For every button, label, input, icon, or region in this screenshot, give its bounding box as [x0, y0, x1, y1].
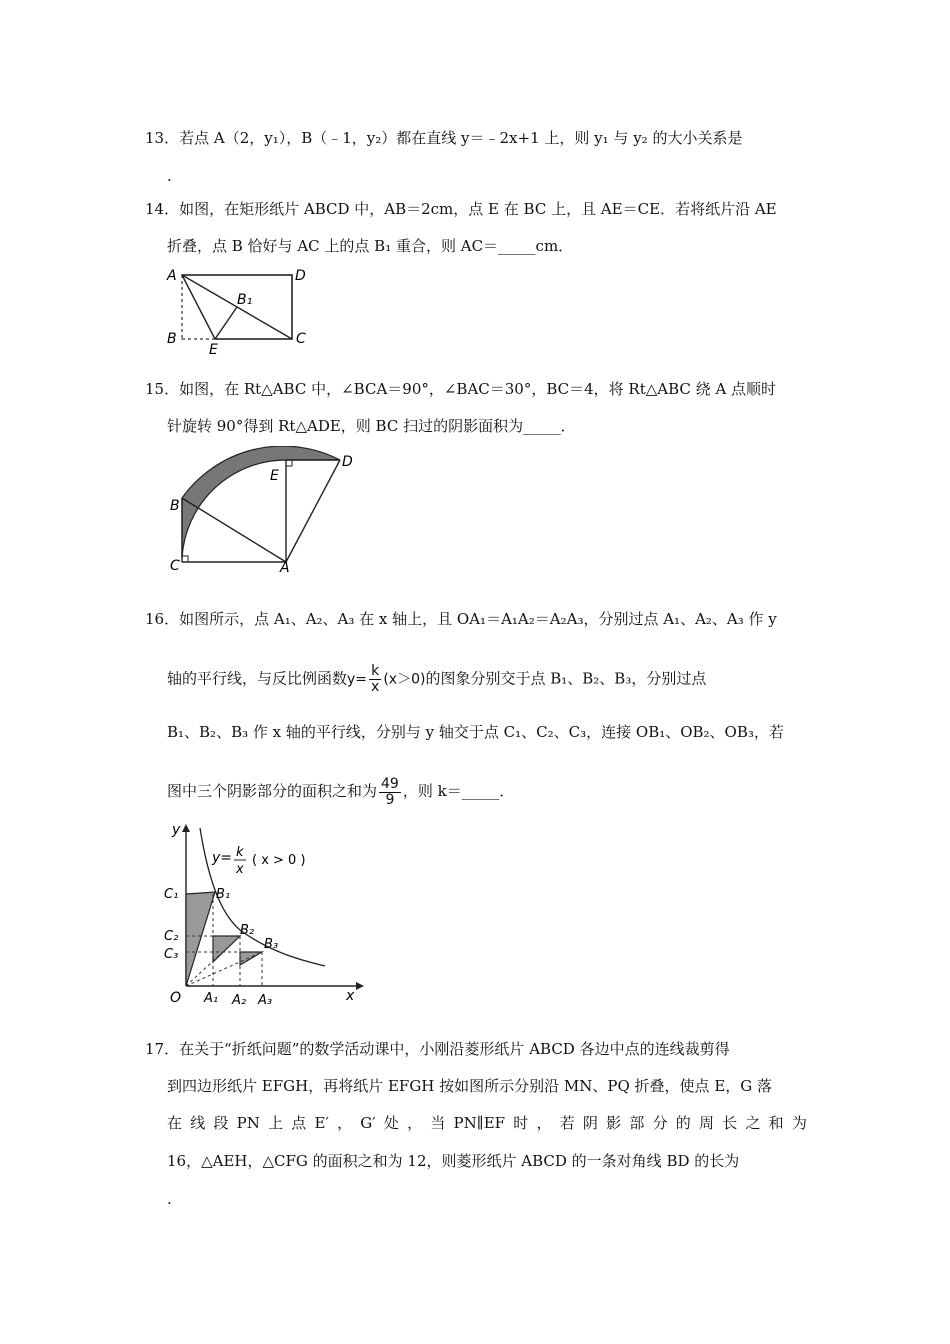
q16-func-label-cond: ( x > 0 ): [252, 853, 306, 868]
q17-line3-part: 的: [675, 1114, 691, 1132]
q16-area-num: 49: [381, 775, 399, 792]
q17-line3-part: 影: [606, 1114, 622, 1132]
q16-func-fraction: [369, 664, 381, 695]
q16-x-arrow: [356, 982, 364, 990]
q16-label-a2: A₂: [232, 993, 247, 1008]
q16-func-y: y=: [347, 671, 368, 688]
q16-area-den: 9: [385, 791, 395, 808]
q16-line2-post: 的图象分别交于点 B₁、B₂、B₃，分别过点: [425, 669, 707, 688]
q17-line2: 到四边形纸片 EFGH，再将纸片 EFGH 按如图所示分别沿 MN、PQ 折叠，使点 E，G 落: [167, 1077, 773, 1095]
q17-line3-part: 之: [745, 1114, 761, 1132]
q14-label-e: E: [209, 342, 218, 357]
q16-func-num: k: [369, 664, 381, 680]
q14-eb1-line: [215, 307, 237, 339]
q16-func-label: y=: [212, 850, 233, 866]
q17-line3-part: 段: [213, 1114, 229, 1132]
q17-line3-part: E′: [314, 1114, 329, 1132]
q16-label-a3: A₃: [258, 993, 273, 1008]
q16-func-label-k: k: [236, 845, 244, 860]
q16-func-den: x: [371, 679, 380, 695]
q17-line3-part: 在: [167, 1114, 183, 1132]
q15-line1: 15．如图，在 Rt△ABC 中，∠BCA＝90°，∠BAC＝30°，BC＝4，将 Rt△ABC 绕 A 点顺时: [145, 380, 777, 398]
q17-line3: [167, 1112, 807, 1134]
q17-line3-part: G′: [360, 1114, 376, 1132]
q16-label-o: O: [170, 990, 182, 1006]
q17-line3-part: 周: [699, 1114, 715, 1132]
q17-line3-part: 处: [383, 1114, 399, 1132]
q15-label-e: E: [270, 468, 279, 484]
q16-line2: [167, 664, 706, 695]
q17-line3-part: ，: [536, 1114, 552, 1132]
q17-line3-part: 线: [190, 1114, 206, 1132]
q15-ad-line: [286, 460, 340, 562]
q17-line3-part: 点: [291, 1114, 307, 1132]
q17-line5: .: [167, 1190, 172, 1208]
q17-line3-part: 为: [791, 1114, 807, 1132]
q16-label-a1: A₁: [204, 991, 219, 1006]
q16-label-b2: B₂: [240, 923, 255, 938]
q16-line1: 16．如图所示，点 A₁、A₂、A₃ 在 x 轴上，且 OA₁＝A₁A₂＝A₂A₃，分别过点 A₁、A₂、A₃ 作 y: [145, 610, 777, 628]
q13-line1: 13．若点 A（2，y₁），B（﹣1，y₂）都在直线 y＝﹣2x+1 上，则 y₁ 与 y₂ 的大小关系是: [145, 129, 743, 147]
q17-line3-part: ，: [407, 1114, 423, 1132]
q16-label-b3: B₃: [264, 937, 279, 952]
q17-line3-part: ，: [337, 1114, 353, 1132]
q17-line3-part: 上: [268, 1114, 284, 1132]
q17-line3-part: PN∥EF: [453, 1114, 506, 1132]
q14-label-d: D: [295, 268, 306, 284]
q17-line3-part: 若: [559, 1114, 575, 1132]
q15-right-angle-c: [182, 556, 188, 562]
q15-ab-line: [182, 498, 286, 562]
q13-line2: .: [167, 167, 172, 185]
q15-line2: 针旋转 90°得到 Rt△ADE，则 BC 扫过的阴影面积为_____．: [167, 417, 576, 435]
q16-label-x: x: [346, 988, 355, 1004]
q17-line3-part: 部: [629, 1114, 645, 1132]
q16-y-arrow: [182, 824, 190, 832]
q14-label-c: C: [296, 331, 306, 347]
q14-line2: 折叠，点 B 恰好与 AC 上的点 B₁ 重合，则 AC＝_____cm．: [167, 237, 574, 255]
q17-line3-part: 长: [722, 1114, 738, 1132]
q15-label-d: D: [342, 454, 353, 470]
q16-line4-pre: 图中三个阴影部分的面积之和为: [167, 782, 378, 800]
q16-line4-post: ，则 k＝_____．: [402, 782, 515, 800]
q14-label-b1: B₁: [237, 292, 253, 308]
q15-right-angle-e: [286, 460, 292, 466]
q16-label-c1: C₁: [164, 887, 179, 902]
q17-line3-part: 时: [513, 1114, 529, 1132]
q14-figure: [160, 262, 320, 357]
q17-line1: 17．在关于“折纸问题”的数学活动课中，小刚沿菱形纸片 ABCD 各边中点的连线裁剪得: [145, 1040, 730, 1058]
q15-label-a: A: [280, 560, 290, 576]
q16-figure: [160, 818, 365, 1010]
q16-func-cond: (x＞0): [383, 671, 426, 688]
q15-label-b: B: [170, 498, 180, 514]
q16-line4: [167, 776, 514, 808]
q17-line3-part: 当: [430, 1114, 446, 1132]
q17-line3-part: 分: [652, 1114, 668, 1132]
q16-line2-pre: 轴的平行线，与反比例函数: [167, 669, 348, 688]
q14-label-b: B: [167, 331, 177, 347]
q15-shaded-region: [182, 446, 340, 558]
q16-line3: B₁、B₂、B₃ 作 x 轴的平行线，分别与 y 轴交于点 C₁、C₂、C₃，连接 OB₁、OB₂、OB₃，若: [167, 723, 784, 741]
q17-line4: 16，△AEH，△CFG 的面积之和为 12，则菱形纸片 ABCD 的一条对角线 BD 的长为: [167, 1152, 740, 1170]
q17-line3-part: PN: [236, 1114, 260, 1132]
q15-label-c: C: [170, 558, 180, 574]
q16-label-c2: C₂: [164, 929, 179, 944]
q17-line3-part: 和: [768, 1114, 784, 1132]
q16-area-fraction: [379, 777, 401, 808]
q16-label-y: y: [172, 822, 181, 838]
q16-label-b1: B₁: [216, 887, 231, 902]
q14-label-a: A: [167, 268, 177, 284]
q17-line3-part: 阴: [582, 1114, 598, 1132]
q16-label-c3: C₃: [164, 947, 179, 962]
q15-figure: [162, 446, 362, 576]
q14-line1: 14．如图，在矩形纸片 ABCD 中，AB＝2cm，点 E 在 BC 上，且 AE＝CE．若将纸片沿 AE: [145, 200, 777, 218]
q16-func-label-x: x: [236, 862, 244, 877]
